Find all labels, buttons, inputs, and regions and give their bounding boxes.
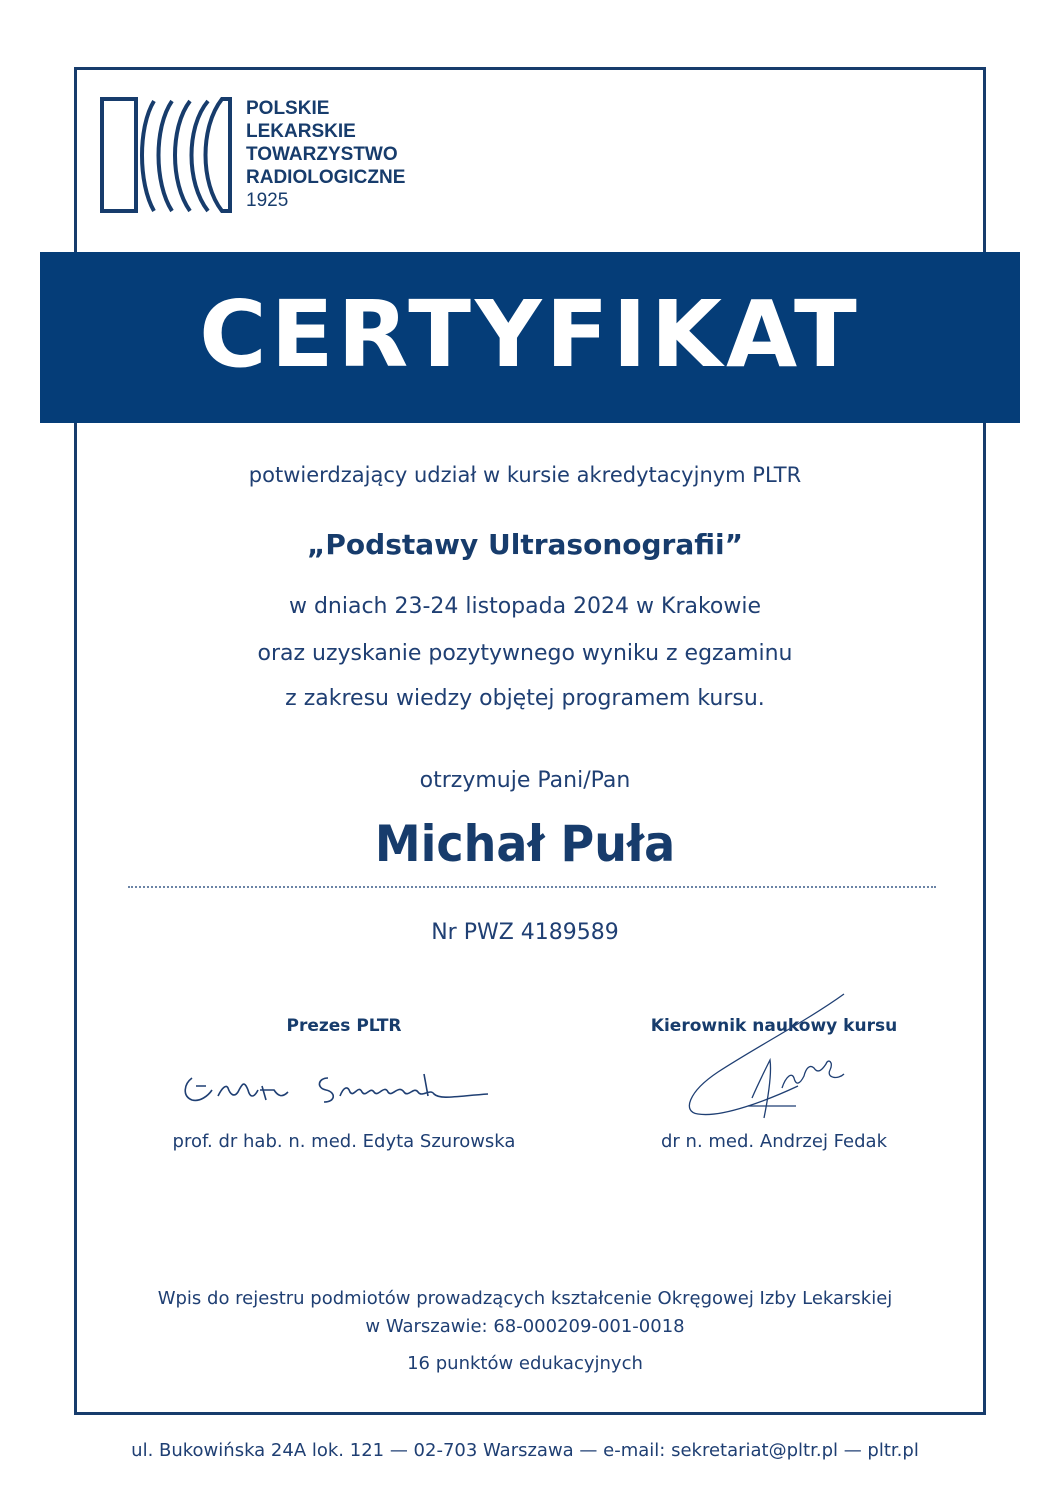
org-name-line-3: TOWARZYSTWO — [246, 144, 398, 165]
recipient-label: otrzymuje Pani/Pan — [419, 768, 631, 793]
course-details-line-2: oraz uzyskanie pozytywnego wyniku z egzaminu — [257, 641, 793, 666]
president-signature — [178, 1062, 498, 1112]
course-director-signature — [678, 990, 858, 1130]
intro-text: potwierdzający udział w kursie akredytacyjnym PLTR — [248, 463, 802, 487]
registry-line-2: w Warszawie: 68-000209-001-0018 — [365, 1316, 685, 1337]
org-name-line-1: POLSKIE — [246, 98, 330, 119]
registry-line-1: Wpis do rejestru podmiotów prowadzących kształcenie Okręgowej Izby Lekarskiej — [157, 1288, 893, 1309]
org-name-line-2: LEKARSKIE — [246, 121, 356, 142]
pwz-number: Nr PWZ 4189589 — [431, 920, 619, 945]
course-director-role: Kierownik naukowy kursu — [650, 1016, 898, 1036]
org-year: 1925 — [246, 190, 289, 211]
course-details-line-1: w dniach 23-24 listopada 2024 w Krakowie — [288, 594, 762, 619]
recipient-name: Michał Puła — [374, 815, 676, 873]
name-underline — [128, 886, 936, 888]
title-banner — [40, 252, 1020, 423]
course-details-line-3: z zakresu wiedzy objętej programem kursu. — [285, 686, 765, 711]
organization-name — [246, 97, 405, 212]
president-role: Prezes PLTR — [286, 1016, 402, 1036]
org-name-line-4: RADIOLOGICZNE — [246, 167, 406, 188]
footer-address: ul. Bukowińska 24A lok. 121 — 02-703 Warszawa — e-mail: sekretariat@pltr.pl — pltr.pl — [131, 1440, 919, 1461]
certificate-title: CERTYFIKAT — [199, 281, 861, 388]
course-title: „Podstawy Ultrasonografii” — [306, 528, 743, 561]
president-name: prof. dr hab. n. med. Edyta Szurowska — [172, 1131, 516, 1152]
course-director-name: dr n. med. Andrzej Fedak — [661, 1131, 887, 1152]
education-points: 16 punktów edukacyjnych — [407, 1353, 643, 1374]
